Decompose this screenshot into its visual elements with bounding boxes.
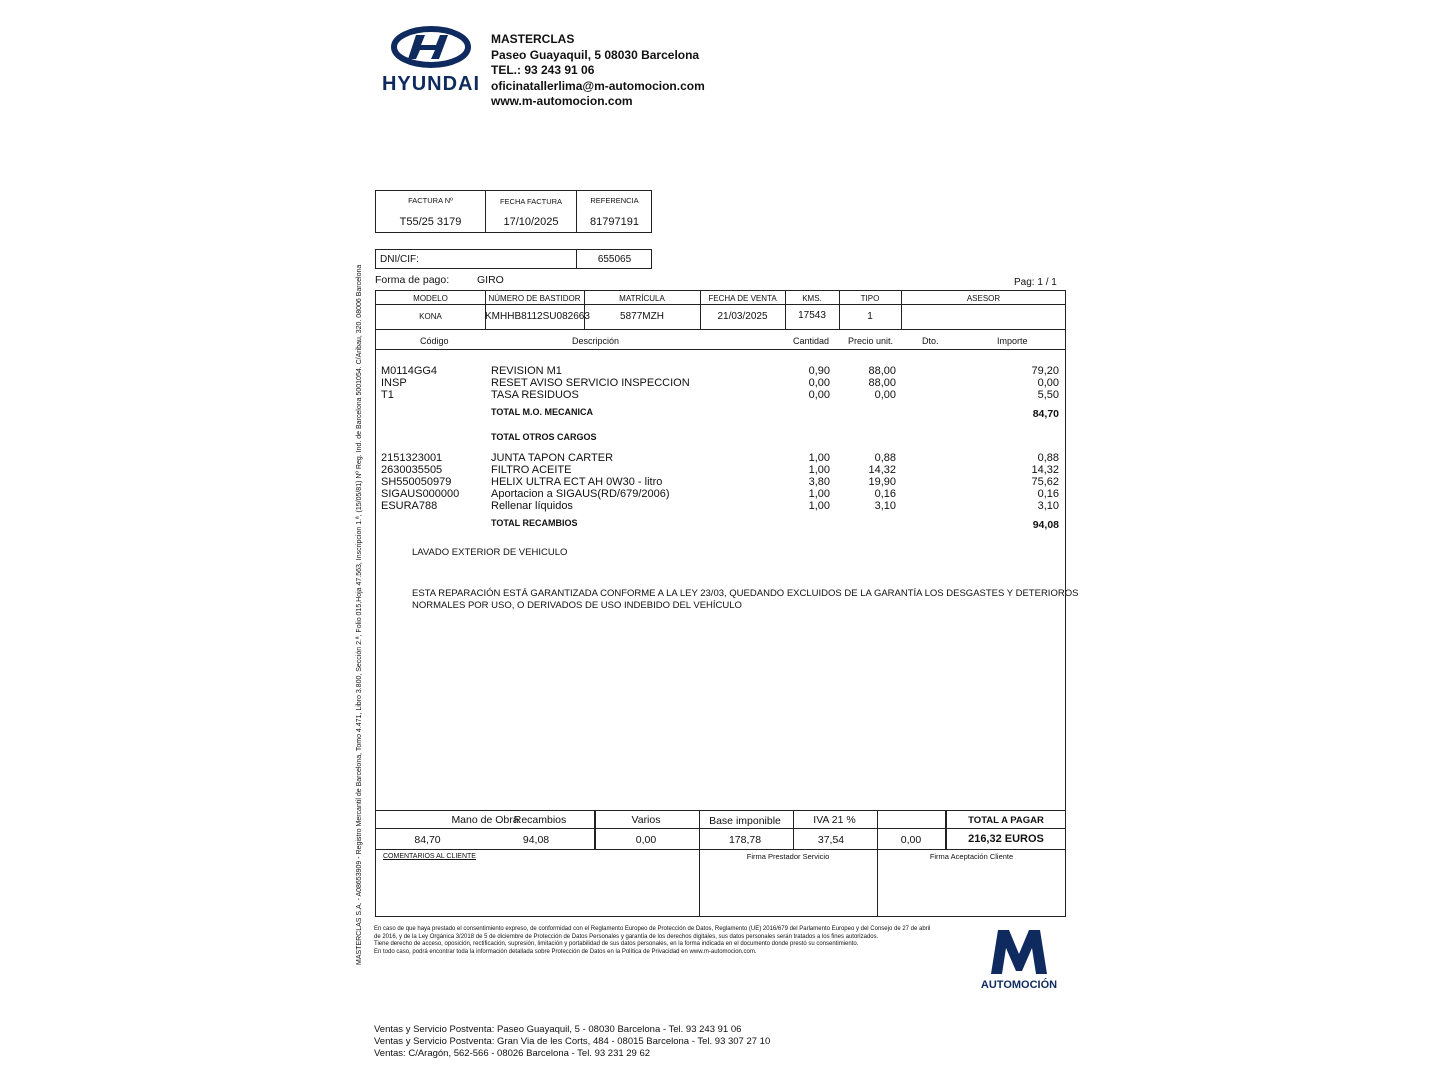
- legal-text: [374, 926, 984, 956]
- line-quantity: 1,00: [808, 452, 830, 464]
- line-quantity: 1,00: [808, 464, 830, 476]
- line-quantity: 0,00: [808, 377, 830, 389]
- comments-label: COMENTARIOS AL CLIENTE: [383, 853, 476, 860]
- line-unit-price: 88,00: [868, 377, 896, 389]
- dni-label-cell: [376, 250, 577, 268]
- hyundai-emblem-icon: [376, 26, 486, 96]
- vehicle-header-advisor: ASESOR: [966, 294, 1001, 303]
- invoice-number: T55/25 3179: [399, 216, 462, 228]
- dni-label: DNI/CIF:: [380, 254, 419, 265]
- line-amount: 14,32: [1031, 464, 1059, 476]
- footer-line-2: Ventas y Servicio Postventa: Gran Via de les Corts, 484 - 08015 Barcelona - Tel. 93 307 27 10: [374, 1036, 771, 1047]
- registry-text: MASTERCLAS S.A. - A08653909 - Registro Mercantil de Barcelona, Tomo 4.471, Libro 3.800, Sección 2.ª, Folio 015,Hoja 47.563, Inscripcion 1.ª, (15/05/81) Nº Reg. Ind. de Barcelona 5001054. C/Aribau, 320. 08006 Barcelona: [356, 264, 363, 965]
- provider-signature-label: Firma Prestador Servicio: [746, 852, 830, 861]
- line-unit-price: 0,00: [874, 389, 896, 401]
- invoice-date-cell: [486, 191, 577, 232]
- company-name: MASTERCLAS: [491, 32, 575, 46]
- vehicle-header-type: TIPO: [860, 294, 880, 303]
- line-code: SH550050979: [381, 476, 452, 488]
- col-description: Descripción: [572, 336, 620, 346]
- line-description: Aportacion a SIGAUS(RD/679/2006): [491, 488, 670, 500]
- payment-label: Forma de pago:: [375, 274, 450, 286]
- vehicle-header-vin: NÚMERO DE BASTIDOR: [488, 294, 581, 303]
- total-header-pay: TOTAL A PAGAR: [968, 815, 1044, 826]
- hyundai-logo: [376, 26, 486, 96]
- vehicle-model: KONA: [419, 312, 442, 321]
- vehicle-sale-date: 21/03/2025: [717, 311, 768, 322]
- vehicle-header-kms: KMS.: [802, 294, 822, 303]
- vehicle-type: 1: [867, 311, 873, 322]
- company-email[interactable]: oficinatallerlima@m-automocion.com: [491, 78, 705, 93]
- line-code: SIGAUS000000: [381, 488, 460, 500]
- footer-line-1: Ventas y Servicio Postventa: Paseo Guayaquil, 5 - 08030 Barcelona - Tel. 93 243 91 06: [374, 1024, 742, 1035]
- total-labour-value: 84,70: [1032, 408, 1059, 420]
- total-header-labour: Mano de Obra: [451, 814, 519, 826]
- guarantee-line-2: NORMALES POR USO, O DERIVADOS DE USO INDEBIDO DEL VEHÍCULO: [412, 600, 742, 611]
- line-code: 2151323001: [381, 452, 443, 464]
- company-web[interactable]: www.m-automocion.com: [491, 94, 633, 108]
- vehicle-kms: 17543: [798, 310, 826, 321]
- line-amount: 0,00: [1037, 377, 1059, 389]
- legal-line: En caso de que haya prestado el consentimiento expreso, de conformidad con el Reglamento Europeo de Protección de Datos, Reglamento (UE) 2016/679 del Parlamento Europeo y del Consejo de 27 de abril: [374, 926, 931, 932]
- m-automocion-logo: [976, 926, 1062, 996]
- line-code: ESURA788: [381, 500, 438, 512]
- invoice-date: 17/10/2025: [503, 216, 559, 228]
- dni-value: 655065: [597, 254, 632, 265]
- total-header-base: Base imponible: [709, 815, 781, 827]
- invoice-box: [375, 190, 652, 233]
- line-unit-price: 0,16: [874, 488, 896, 500]
- legal-line: de 2016, y de la Ley Orgánica 3/2018 de 5 de diciembre de Protección de Datos Personales y garantía de los derechos digitales, sus datos personales serán tratados a los fines autorizados.: [374, 933, 879, 940]
- line-unit-price: 0,88: [874, 452, 896, 464]
- line-amount: 0,88: [1037, 452, 1059, 464]
- total-base: 178,78: [728, 834, 762, 846]
- line-description: FILTRO ACEITE: [491, 464, 572, 476]
- total-vat: 37,54: [817, 834, 845, 846]
- line-description: RESET AVISO SERVICIO INSPECCION: [491, 377, 690, 389]
- line-amount: 79,20: [1031, 365, 1059, 377]
- line-unit-price: 14,32: [868, 464, 896, 476]
- col-quantity: Cantidad: [793, 336, 830, 346]
- col-code: Código: [420, 336, 449, 346]
- total-header-misc: Varios: [631, 814, 661, 826]
- line-code: M0114GG4: [381, 365, 438, 377]
- line-quantity: 1,00: [808, 500, 830, 512]
- invoice-ref: 81797191: [590, 216, 639, 228]
- invoice-date-label: FECHA FACTURA: [499, 197, 563, 206]
- line-quantity: 1,00: [808, 488, 830, 500]
- line-unit-price: 88,00: [868, 365, 896, 377]
- line-code: INSP: [381, 377, 407, 389]
- vehicle-header-plate: MATRÍCULA: [619, 294, 665, 303]
- line-description: JUNTA TAPON CARTER: [491, 452, 614, 464]
- col-amount: Importe: [997, 336, 1028, 346]
- line-description: Rellenar líquidos: [491, 500, 573, 512]
- line-description: REVISION M1: [491, 365, 562, 377]
- svg-text:AUTOMOCIÓN: AUTOMOCIÓN: [980, 979, 1058, 991]
- col-discount: Dto.: [922, 336, 939, 346]
- page-number: Pag: 1 / 1: [1014, 277, 1057, 288]
- payment-value: GIRO: [477, 274, 504, 286]
- guarantee-line-1: ESTA REPARACIÓN ESTÁ GARANTIZADA CONFORME A LA LEY 23/03, QUEDANDO EXCLUIDOS DE LA GARANTÍA LOS DESGASTES Y DETERIOROS: [412, 588, 1079, 599]
- line-code: 2630035505: [381, 464, 443, 476]
- total-misc: 0,00: [635, 834, 657, 846]
- total-parts-label: TOTAL RECAMBIOS: [491, 518, 578, 528]
- line-quantity: 0,00: [808, 389, 830, 401]
- vehicle-plate: 5877MZH: [620, 311, 664, 322]
- company-info: [491, 32, 705, 110]
- line-quantity: 3,80: [808, 476, 830, 488]
- total-other: 0,00: [900, 834, 922, 846]
- invoice-ref-label: REFERENCIA: [590, 196, 639, 205]
- legal-line: Tiene derecho de acceso, oposición, rectificación, supresión, limitación y portabilidad de sus datos personales, en la forma indicada en el documento donde prestó su consentimiento.: [374, 941, 859, 947]
- line-description: TASA RESIDUOS: [491, 389, 579, 401]
- vehicle-header-sale-date: FECHA DE VENTA: [708, 294, 777, 303]
- invoice-number-label: FACTURA Nº: [408, 196, 453, 205]
- dni-box: [375, 249, 652, 269]
- total-header-vat: IVA 21 %: [813, 814, 856, 826]
- client-signature-label: Firma Aceptación Cliente: [929, 852, 1014, 861]
- vehicle-header-model: MODELO: [413, 294, 448, 303]
- line-code: T1: [381, 389, 394, 401]
- invoice-number-cell: [376, 191, 486, 232]
- total-labour-label: TOTAL M.O. MECANICA: [491, 407, 593, 417]
- total-header-parts: Recambios: [513, 814, 567, 826]
- line-quantity: 0,90: [808, 365, 830, 377]
- vehicle-vin: KMHHB8112SU082663: [485, 311, 590, 322]
- company-address: Paseo Guayaquil, 5 08030 Barcelona: [491, 47, 700, 62]
- legal-line: En todo caso, podrá encontrar toda la información detallada sobre Protección de Datos en la Política de Privacidad en www.m-automocion.com.: [374, 948, 757, 955]
- line-amount: 0,16: [1037, 488, 1059, 500]
- line-amount: 5,50: [1037, 389, 1059, 401]
- line-amount: 75,62: [1031, 476, 1059, 488]
- other-charges-label: TOTAL OTROS CARGOS: [491, 432, 597, 442]
- line-description: HELIX ULTRA ECT AH 0W30 - litro: [491, 476, 663, 488]
- footer-line-3: Ventas: C/Aragón, 562-566 - 08026 Barcelona - Tel. 93 231 29 62: [374, 1048, 651, 1059]
- col-unit-price: Precio unit.: [848, 336, 894, 346]
- total-parts: 94,08: [522, 834, 550, 846]
- line-unit-price: 3,10: [874, 500, 896, 512]
- line-amount: 3,10: [1037, 500, 1059, 512]
- m-logo-icon: [976, 926, 1062, 996]
- invoice-ref-cell: [577, 191, 652, 232]
- company-tel: TEL.: 93 243 91 06: [491, 63, 595, 77]
- line-unit-price: 19,90: [868, 476, 896, 488]
- total-labour: 84,70: [414, 834, 441, 846]
- wash-note: LAVADO EXTERIOR DE VEHICULO: [412, 547, 568, 558]
- total-to-pay: 216,32 EUROS: [968, 833, 1044, 845]
- total-parts-value: 94,08: [1032, 519, 1059, 531]
- svg-text:HYUNDAI: HYUNDAI: [381, 73, 481, 95]
